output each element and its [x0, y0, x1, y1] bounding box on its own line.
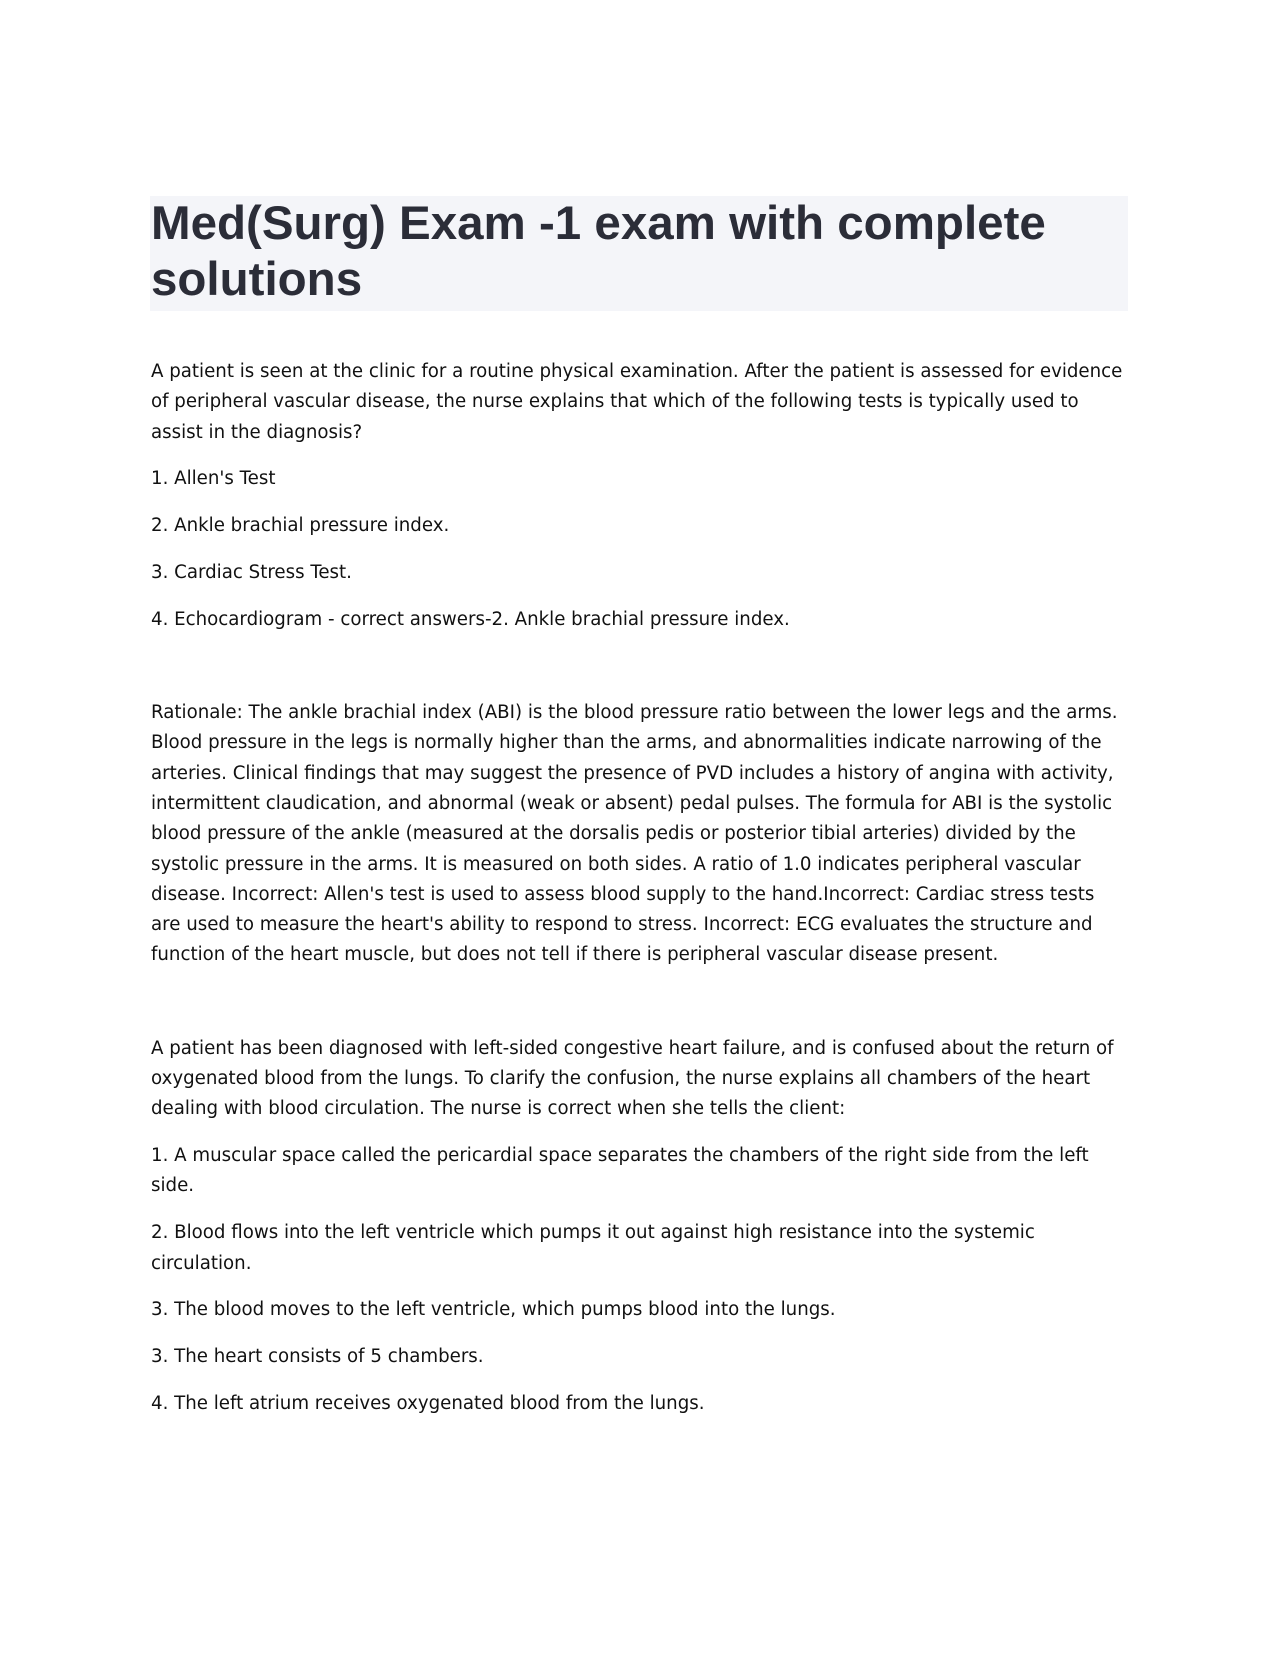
question-1-rationale: Rationale: The ankle brachial index (ABI) is the blood pressure ratio between the lower legs and the arms. Blood pressure in the legs is normally higher than the arms, and abnormalities indicate narrowing of the arteries. Clinical findings that may suggest the presence of PVD includes a history of angina with activity, intermittent claudication, and abnormal (weak or absent) pedal pulses. The formula for ABI is the systolic blood pressure of the ankle (measured at the dorsalis pedis or posterior tibial arteries) divided by the systolic pressure in the arms. It is measured on both sides. A ratio of 1.0 indicates peripheral vascular disease. Incorrect: Allen's test is used to assess blood supply to the hand.Incorrect: Cardiac stress tests are used to measure the heart's ability to respond to stress. Incorrect: ECG evaluates the structure and function of the heart muscle, but does not tell if there is peripheral vascular disease present. — [151, 702, 1118, 966]
question-2-option-3: 3. The blood moves to the left ventricle, which pumps blood into the lungs. — [151, 1299, 836, 1321]
question-1-option-4-answer: 4. Echocardiogram - correct answers-2. Ankle brachial pressure index. — [151, 608, 790, 630]
question-2-option-1: 1. A muscular space called the pericardial space separates the chambers of the right side from the left side. — [151, 1145, 1089, 1197]
question-1-option-3: 3. Cardiac Stress Test. — [151, 561, 352, 583]
document-body — [151, 357, 1129, 1419]
question-2-option-2: 2. Blood flows into the left ventricle which pumps it out against high resistance into the systemic circulation. — [151, 1222, 1035, 1274]
question-1-stem: A patient is seen at the clinic for a routine physical examination. After the patient is assessed for evidence of peripheral vascular disease, the nurse explains that which of the following tests is typically used to assist in the diagnosis? — [151, 361, 1123, 443]
question-1-option-1: 1. Allen's Test — [151, 468, 276, 490]
question-2-stem: A patient has been diagnosed with left-sided congestive heart failure, and is confused about the return of oxygenated blood from the lungs. To clarify the confusion, the nurse explains all chambers of the heart dealing with blood circulation. The nurse is correct when she tells the client: — [151, 1037, 1114, 1120]
document-title: Med(Surg) Exam -1 exam with complete solutions — [151, 197, 1046, 306]
question-2-option-4: 3. The heart consists of 5 chambers. — [151, 1346, 484, 1368]
question-1-option-2: 2. Ankle brachial pressure index. — [151, 515, 450, 537]
question-2-option-5: 4. The left atrium receives oxygenated blood from the lungs. — [151, 1392, 705, 1414]
